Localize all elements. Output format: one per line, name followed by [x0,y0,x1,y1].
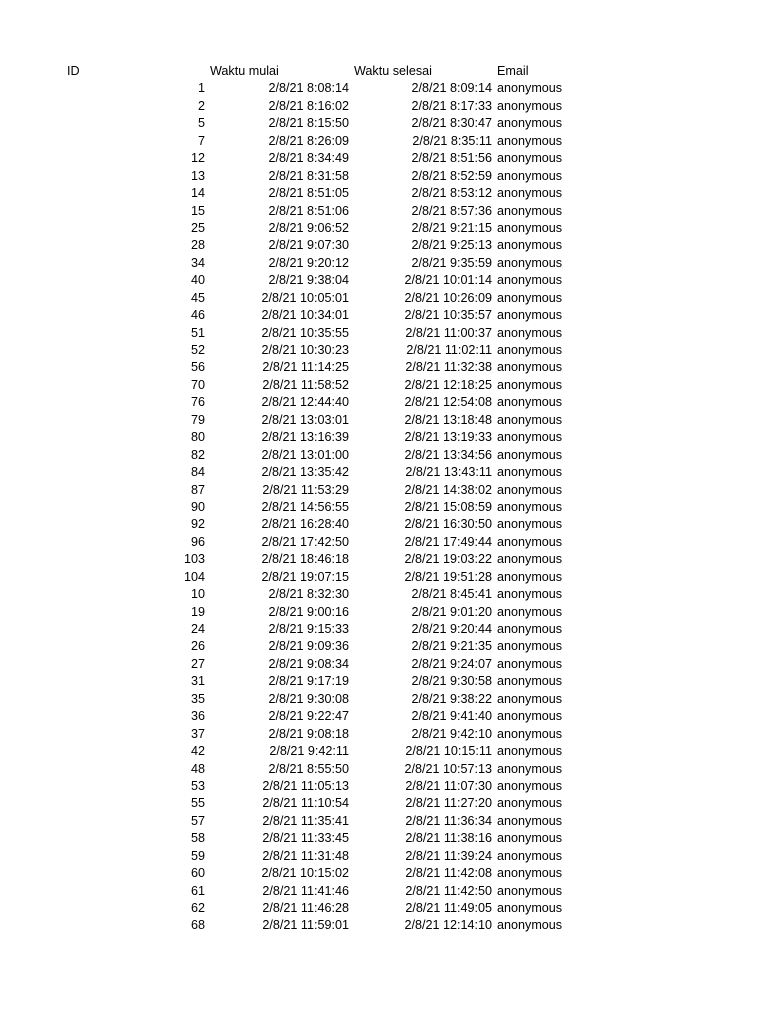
table-row [0,98,768,115]
table-row [0,237,768,254]
cell-start-time: 2/8/21 9:15:33 [268,622,349,636]
cell-email: anonymous [497,151,563,166]
table-row [0,272,768,289]
cell-id: 34 [190,255,205,270]
cell-end-time: 2/8/21 8:57:36 [411,203,492,218]
cell-id: 55 [190,796,205,811]
table-row [0,168,768,185]
cell-email: anonymous [497,709,563,724]
table-row [0,761,768,778]
cell-start-time: 2/8/21 13:01:00 [261,447,349,462]
cell-id: 24 [190,622,205,636]
cell-start-time: 2/8/21 9:09:36 [268,639,349,654]
cell-end-time: 2/8/21 11:07:30 [405,778,492,793]
cell-id: 37 [190,726,205,741]
cell-start-time: 2/8/21 13:03:01 [261,412,349,427]
header-row [0,63,768,80]
cell-email: anonymous [497,883,563,898]
cell-email: anonymous [497,255,563,270]
cell-start-time: 2/8/21 8:16:02 [268,98,349,113]
cell-email: anonymous [497,534,563,549]
cell-start-time: 2/8/21 9:38:04 [268,273,349,288]
cell-email: anonymous [497,726,563,741]
cell-end-time: 2/8/21 11:36:34 [405,813,492,828]
cell-id: 26 [190,639,205,654]
cell-end-time: 2/8/21 9:38:22 [411,691,492,706]
cell-start-time: 2/8/21 11:59:01 [262,918,349,933]
table-row [0,708,768,725]
cell-email: anonymous [497,622,563,636]
cell-id: 90 [190,499,205,514]
cell-end-time: 2/8/21 11:42:50 [405,883,492,898]
cell-start-time: 2/8/21 10:35:55 [261,325,349,340]
cell-start-time: 2/8/21 19:07:15 [261,569,349,584]
cell-start-time: 2/8/21 8:26:09 [268,133,349,148]
cell-end-time: 2/8/21 11:49:05 [405,901,492,915]
cell-id: 104 [183,569,205,584]
table-row [0,586,768,603]
cell-start-time: 2/8/21 11:53:29 [262,482,349,497]
cell-end-time: 2/8/21 9:24:07 [411,656,492,671]
cell-email: anonymous [497,744,563,759]
cell-start-time: 2/8/21 9:22:47 [268,709,349,724]
cell-email: anonymous [497,482,563,497]
cell-email: anonymous [497,796,563,811]
table-row [0,150,768,167]
cell-start-time: 2/8/21 9:06:52 [268,220,349,235]
table-row [0,778,768,795]
table-row [0,534,768,551]
cell-start-time: 2/8/21 11:31:48 [262,848,349,863]
table-row [0,830,768,847]
cell-email: anonymous [497,360,563,375]
cell-end-time: 2/8/21 11:32:38 [405,360,492,375]
cell-email: anonymous [497,761,563,776]
cell-email: anonymous [497,918,563,933]
cell-email: anonymous [497,203,563,218]
table-row [0,691,768,708]
cell-end-time: 2/8/21 8:51:56 [411,151,492,166]
cell-id: 92 [190,517,205,532]
table-row [0,900,768,917]
cell-id: 28 [190,238,205,253]
table-row [0,325,768,342]
cell-start-time: 2/8/21 11:41:46 [262,883,349,898]
cell-end-time: 2/8/21 11:02:11 [406,343,492,357]
cell-start-time: 2/8/21 11:05:13 [262,778,349,793]
cell-id: 7 [197,133,205,148]
table-row [0,394,768,411]
cell-id: 35 [190,691,205,706]
cell-email: anonymous [497,778,563,793]
cell-id: 56 [190,360,205,375]
cell-email: anonymous [497,831,563,846]
cell-id: 60 [190,866,205,881]
cell-id: 62 [190,901,205,915]
cell-end-time: 2/8/21 13:43:11 [405,465,492,480]
cell-end-time: 2/8/21 12:18:25 [404,377,492,392]
cell-email: anonymous [497,343,563,357]
table-row [0,220,768,237]
cell-end-time: 2/8/21 13:19:33 [404,430,492,445]
table-row [0,638,768,655]
cell-email: anonymous [497,98,563,113]
cell-id: 45 [190,290,205,305]
cell-start-time: 2/8/21 8:31:58 [268,168,349,183]
table-row [0,516,768,533]
cell-start-time: 2/8/21 9:30:08 [268,691,349,706]
cell-email: anonymous [497,587,563,602]
cell-email: anonymous [497,168,563,183]
cell-id: 15 [190,203,205,218]
cell-id: 59 [190,848,205,863]
cell-end-time: 2/8/21 11:42:08 [405,866,492,881]
cell-email: anonymous [497,901,563,915]
table-row [0,342,768,359]
cell-end-time: 2/8/21 17:49:44 [404,534,492,549]
cell-start-time: 2/8/21 8:51:05 [268,186,349,201]
cell-end-time: 2/8/21 9:21:15 [411,220,492,235]
cell-start-time: 2/8/21 9:17:19 [268,674,349,689]
cell-end-time: 2/8/21 10:26:09 [404,290,492,305]
header-start-time: Waktu mulai [210,64,279,78]
cell-end-time: 2/8/21 9:25:13 [411,238,492,253]
cell-start-time: 2/8/21 9:08:34 [268,656,349,671]
cell-id: 40 [190,273,205,288]
cell-start-time: 2/8/21 8:15:50 [268,116,349,131]
cell-start-time: 2/8/21 10:34:01 [261,308,349,323]
table-row [0,813,768,830]
cell-email: anonymous [497,691,563,706]
cell-id: 25 [190,220,205,235]
cell-end-time: 2/8/21 19:03:22 [404,552,492,567]
cell-email: anonymous [497,447,563,462]
cell-email: anonymous [497,81,563,96]
cell-end-time: 2/8/21 13:18:48 [404,412,492,427]
cell-id: 68 [190,918,205,933]
cell-id: 76 [190,395,205,410]
table-row [0,429,768,446]
cell-end-time: 2/8/21 15:08:59 [404,499,492,514]
cell-end-time: 2/8/21 8:35:11 [412,133,492,148]
table-row [0,726,768,743]
table-row [0,447,768,464]
cell-id: 61 [190,883,205,898]
cell-id: 70 [190,377,205,392]
cell-start-time: 2/8/21 13:35:42 [261,465,349,480]
table-row [0,917,768,934]
cell-id: 27 [190,656,205,671]
table-row [0,359,768,376]
table-row [0,551,768,568]
cell-id: 31 [190,674,205,689]
cell-end-time: 2/8/21 8:30:47 [411,116,492,131]
cell-start-time: 2/8/21 9:20:12 [268,255,349,270]
cell-id: 103 [183,552,205,567]
cell-email: anonymous [497,517,563,532]
cell-id: 52 [190,343,205,357]
cell-email: anonymous [497,813,563,828]
table-row [0,290,768,307]
cell-id: 96 [190,534,205,549]
cell-email: anonymous [497,465,563,480]
cell-id: 36 [190,709,205,724]
cell-end-time: 2/8/21 12:14:10 [404,918,492,933]
cell-email: anonymous [497,656,563,671]
cell-end-time: 2/8/21 11:27:20 [405,796,492,811]
cell-id: 12 [190,151,205,166]
cell-end-time: 2/8/21 9:21:35 [411,639,492,654]
cell-id: 53 [190,778,205,793]
cell-id: 10 [190,587,205,602]
cell-email: anonymous [497,866,563,881]
cell-email: anonymous [497,848,563,863]
cell-end-time: 2/8/21 11:39:24 [405,848,492,863]
cell-start-time: 2/8/21 10:30:23 [261,343,349,357]
cell-email: anonymous [497,569,563,584]
cell-id: 2 [197,98,205,113]
table-row [0,621,768,638]
cell-id: 79 [190,412,205,427]
cell-id: 51 [190,325,205,340]
cell-start-time: 2/8/21 9:08:18 [268,726,349,741]
header-email: Email [497,64,529,78]
table-row [0,203,768,220]
cell-email: anonymous [497,639,563,654]
cell-start-time: 2/8/21 8:34:49 [268,151,349,166]
cell-start-time: 2/8/21 11:33:45 [262,831,349,846]
cell-end-time: 2/8/21 8:53:12 [411,186,492,201]
cell-email: anonymous [497,499,563,514]
cell-end-time: 2/8/21 8:09:14 [411,81,492,96]
cell-end-time: 2/8/21 10:57:13 [404,761,492,776]
cell-email: anonymous [497,273,563,288]
table-row [0,185,768,202]
cell-id: 48 [190,761,205,776]
cell-end-time: 2/8/21 13:34:56 [404,447,492,462]
table-row [0,656,768,673]
cell-end-time: 2/8/21 11:38:16 [405,831,492,846]
cell-start-time: 2/8/21 9:00:16 [268,604,349,619]
cell-end-time: 2/8/21 11:00:37 [405,325,492,340]
cell-start-time: 2/8/21 17:42:50 [261,534,349,549]
cell-end-time: 2/8/21 9:42:10 [411,726,492,741]
cell-id: 19 [190,604,205,619]
cell-end-time: 2/8/21 9:20:44 [411,622,492,636]
cell-id: 57 [190,813,205,828]
cell-email: anonymous [497,604,563,619]
table-row [0,883,768,900]
cell-email: anonymous [497,133,563,148]
cell-start-time: 2/8/21 12:44:40 [261,395,349,410]
cell-end-time: 2/8/21 9:30:58 [411,674,492,689]
cell-end-time: 2/8/21 16:30:50 [404,517,492,532]
cell-email: anonymous [497,325,563,340]
cell-end-time: 2/8/21 14:38:02 [404,482,492,497]
cell-start-time: 2/8/21 9:42:11 [269,744,349,759]
table-row [0,499,768,516]
table-row [0,865,768,882]
cell-end-time: 2/8/21 8:17:33 [411,98,492,113]
table-row [0,255,768,272]
table-row [0,569,768,586]
cell-email: anonymous [497,552,563,567]
cell-email: anonymous [497,412,563,427]
table-row [0,673,768,690]
cell-start-time: 2/8/21 14:56:55 [261,499,349,514]
cell-start-time: 2/8/21 8:55:50 [268,761,349,776]
cell-start-time: 2/8/21 10:15:02 [261,866,349,881]
cell-end-time: 2/8/21 9:35:59 [411,255,492,270]
header-id: ID [67,64,80,78]
table-row [0,80,768,97]
cell-id: 13 [190,168,205,183]
cell-start-time: 2/8/21 10:05:01 [261,290,349,305]
cell-id: 14 [190,186,205,201]
cell-start-time: 2/8/21 9:07:30 [268,238,349,253]
cell-id: 84 [190,465,205,480]
cell-end-time: 2/8/21 8:45:41 [411,587,492,602]
cell-start-time: 2/8/21 8:32:30 [268,587,349,602]
table-row [0,743,768,760]
cell-id: 42 [190,744,205,759]
header-end-time: Waktu selesai [354,64,432,78]
cell-email: anonymous [497,238,563,253]
cell-end-time: 2/8/21 9:01:20 [411,604,492,619]
cell-start-time: 2/8/21 18:46:18 [261,552,349,567]
table-row [0,464,768,481]
cell-email: anonymous [497,395,563,410]
cell-id: 1 [197,81,205,96]
cell-email: anonymous [497,308,563,323]
cell-email: anonymous [497,116,563,131]
cell-id: 87 [190,482,205,497]
spreadsheet-table [0,63,768,935]
cell-email: anonymous [497,377,563,392]
cell-end-time: 2/8/21 10:01:14 [404,273,492,288]
cell-end-time: 2/8/21 12:54:08 [404,395,492,410]
cell-start-time: 2/8/21 11:10:54 [262,796,349,811]
cell-email: anonymous [497,430,563,445]
cell-end-time: 2/8/21 19:51:28 [404,569,492,584]
table-row [0,133,768,150]
cell-start-time: 2/8/21 11:35:41 [262,813,349,828]
cell-end-time: 2/8/21 8:52:59 [411,168,492,183]
cell-email: anonymous [497,186,563,201]
table-row [0,377,768,394]
cell-id: 58 [190,831,205,846]
table-row [0,115,768,132]
cell-id: 82 [190,447,205,462]
cell-start-time: 2/8/21 11:58:52 [262,377,349,392]
cell-start-time: 2/8/21 11:14:25 [262,360,349,375]
cell-start-time: 2/8/21 16:28:40 [261,517,349,532]
table-row [0,848,768,865]
cell-end-time: 2/8/21 9:41:40 [411,709,492,724]
table-row [0,604,768,621]
cell-email: anonymous [497,220,563,235]
cell-end-time: 2/8/21 10:15:11 [405,744,492,759]
table-row [0,482,768,499]
cell-start-time: 2/8/21 11:46:28 [262,901,349,915]
cell-email: anonymous [497,674,563,689]
table-row [0,795,768,812]
table-row [0,307,768,324]
table-row [0,412,768,429]
cell-start-time: 2/8/21 8:08:14 [268,81,349,96]
cell-start-time: 2/8/21 13:16:39 [261,430,349,445]
table-body [0,80,768,934]
cell-id: 46 [190,308,205,323]
cell-id: 5 [197,116,205,131]
cell-email: anonymous [497,290,563,305]
cell-end-time: 2/8/21 10:35:57 [404,308,492,323]
cell-id: 80 [190,430,205,445]
cell-start-time: 2/8/21 8:51:06 [268,203,349,218]
